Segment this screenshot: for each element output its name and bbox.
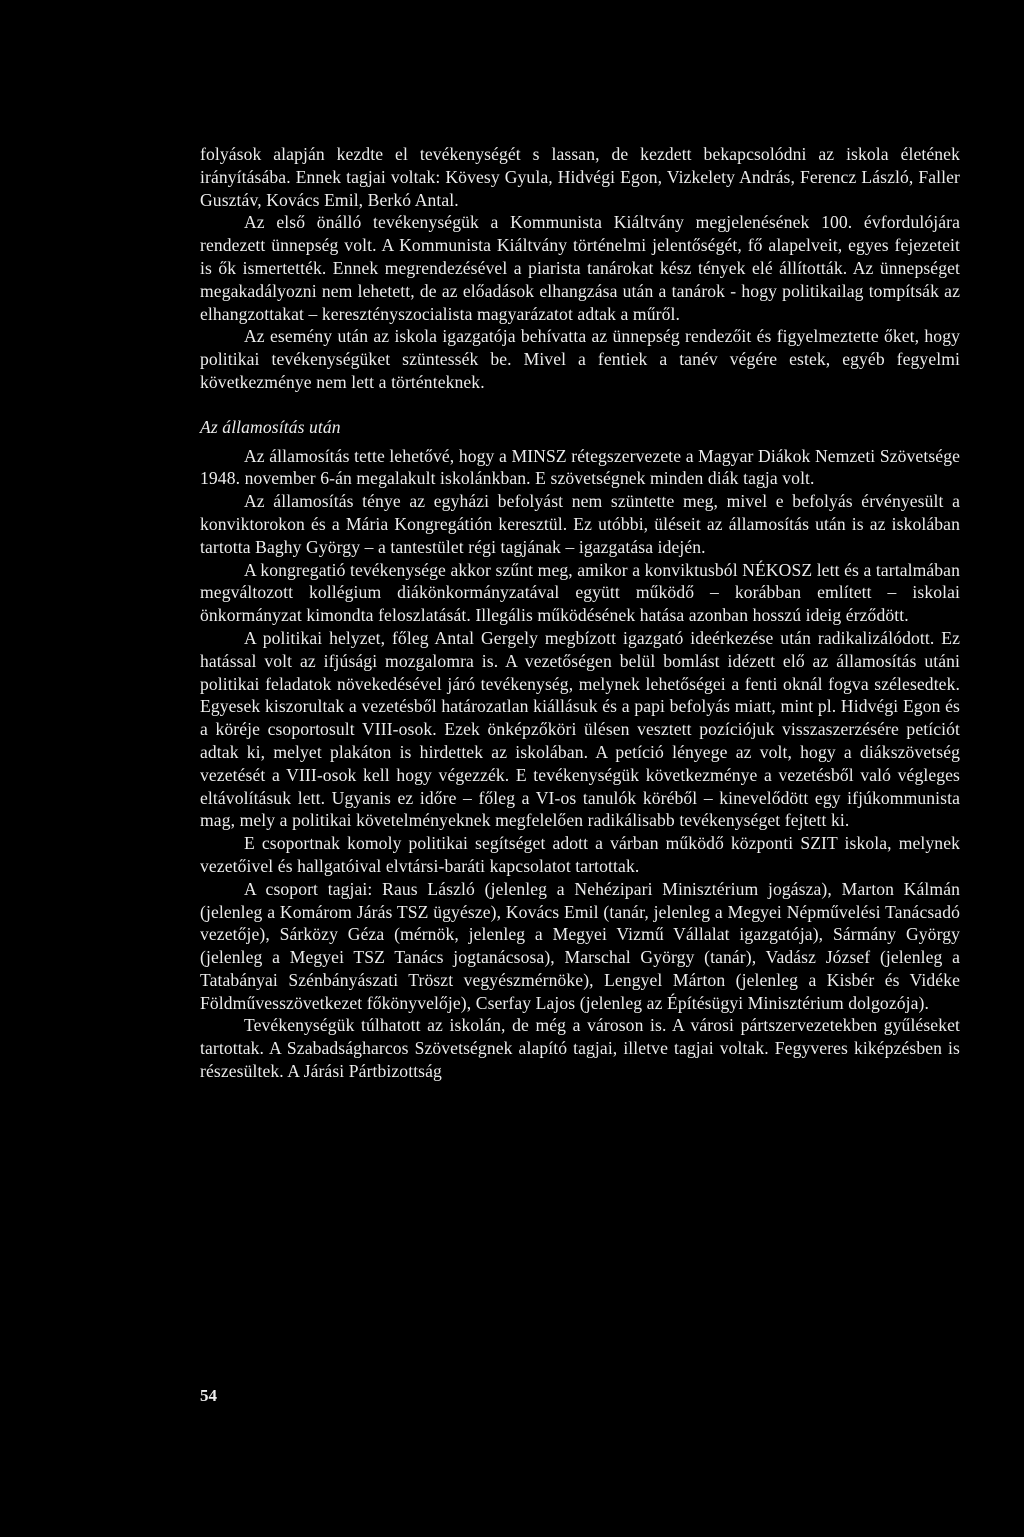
paragraph: Az államosítás tette lehetővé, hogy a MINSZ rétegszervezete a Magyar Diákok Nemzeti Szövetsége 1948. november 6-án megalakult iskolánkban. E szövetségnek minden diák tagja volt. xyxy=(200,445,960,489)
paragraph: A politikai helyzet, főleg Antal Gergely megbízott igazgató ideérkezése után radikalizálódott. Ez hatással volt az ifjúsági mozgalomra is. A vezetőségen belül bomlást idézett elő az államosítás utáni politikai feladatok növekedésével járó tevékenység, melynek lehetőségei a fenti oknál fogva szélesedtek. Egyesek kiszorultak a vezetésből határozatlan kiállásuk és a papi befolyás miatt, mint pl. Hidvégi Egon és a köréje csoportosult VIII-osok. Ezek önképzőköri ülésen vesztett pozíciójuk visszaszerzésére petíciót adtak ki, melyet plakáton is hirdettek az iskolában. A petíció lényege az volt, hogy a diákszövetség vezetését a VIII-osok kell hogy végezzék. E tevékenységük következménye a vezetésből való végleges eltávolításuk lett. Ugyanis ez időre – főleg a VI-os tanulók köréből – kinevelődött egy ifjúkommunista mag, mely a politikai követelményeknek megfelelően radikálisabb tevékenységet fejtett ki. xyxy=(200,627,960,831)
page-body xyxy=(200,143,960,1083)
paragraph: folyások alapján kezdte el tevékenységét s lassan, de kezdett bekapcsolódni az iskola életének irányításába. Ennek tagjai voltak: Kövesy Gyula, Hidvégi Egon, Vizkelety András, Ferencz László, Faller Gusztáv, Kovács Emil, Berkó Antal. xyxy=(200,144,960,210)
paragraph: Az esemény után az iskola igazgatója behívatta az ünnepség rendezőit és figyelmeztette őket, hogy politikai tevékenységüket szüntessék be. Mivel a fentiek a tanév végére estek, egyéb fegyelmi következménye nem lett a történteknek. xyxy=(200,326,960,392)
paragraph: A csoport tagjai: Raus László (jelenleg a Nehézipari Minisztérium jogásza), Marton Kálmán (jelenleg a Komárom Járás TSZ ügyésze), Kovács Emil (tanár, jelenleg a Megyei Népművelési Tanácsadó vezetője), Sárközy Géza (mérnök, jelenleg a Megyei Vizmű Vállalat igazgatója), Sármány György (jelenleg a Megyei TSZ Tanács jogtanácsosa), Marschal György (tanár), Vadász József (jelenleg a Tatabányai Szénbányászati Tröszt vegyészmérnöke), Lengyel Márton (jelenleg a Kisbér és Vidéke Földművesszövetkezet főkönyvelője), Cserfay Lajos (jelenleg az Építésügyi Minisztérium dolgozója). xyxy=(200,878,960,1013)
paragraph: Az első önálló tevékenységük a Kommunista Kiáltvány megjelenésének 100. évfordulójára rendezett ünnepség volt. A Kommunista Kiáltvány történelmi jelentőségét, fő alapelveit, egyes fejezeteit is ők ismertették. Ennek megrendezésével a piarista tanárokat kész tények elé állították. Az ünnepséget megakadályozni nem lehetett, de az előadások elhangzása után a tanárok - hogy politikailag tompítsák az elhangzottakat – keresztényszocialista magyarázatot adtak a műről. xyxy=(200,212,960,324)
paragraph: A kongregatió tevékenysége akkor szűnt meg, amikor a konviktusból NÉKOSZ lett és a tartalmában megváltozott kollégium diákönkormányzatával együtt működő – korábban említett – iskolai önkormányzat kimondta feloszlatását. Illegális működésének hatása azonban hosszú ideig érződött. xyxy=(200,559,960,626)
section-heading: Az államosítás után xyxy=(200,416,341,437)
page-number: 54 xyxy=(200,1386,217,1405)
paragraph: Tevékenységük túlhatott az iskolán, de még a városon is. A városi pártszervezetekben gyűléseket tartottak. A Szabadságharcos Szövetségnek alapító tagjai, illetve tagjai voltak. Fegyveres kiképzésben is részesültek. A Járási Pártbizottság xyxy=(200,1015,960,1082)
paragraph: E csoportnak komoly politikai segítséget adott a várban működő központi SZIT iskola, melynek vezetőivel és hallgatóival elvtársi-baráti kapcsolatot tartottak. xyxy=(200,833,960,876)
paragraph: Az államosítás ténye az egyházi befolyást nem szüntette meg, mivel e befolyás érvényesült a konviktorokon és a Mária Kongregátión keresztül. Ez utóbbi, üléseit az államosítás után is az iskolában tartotta Baghy György – a tantestület régi tagjának – igazgatása idején. xyxy=(200,491,960,557)
